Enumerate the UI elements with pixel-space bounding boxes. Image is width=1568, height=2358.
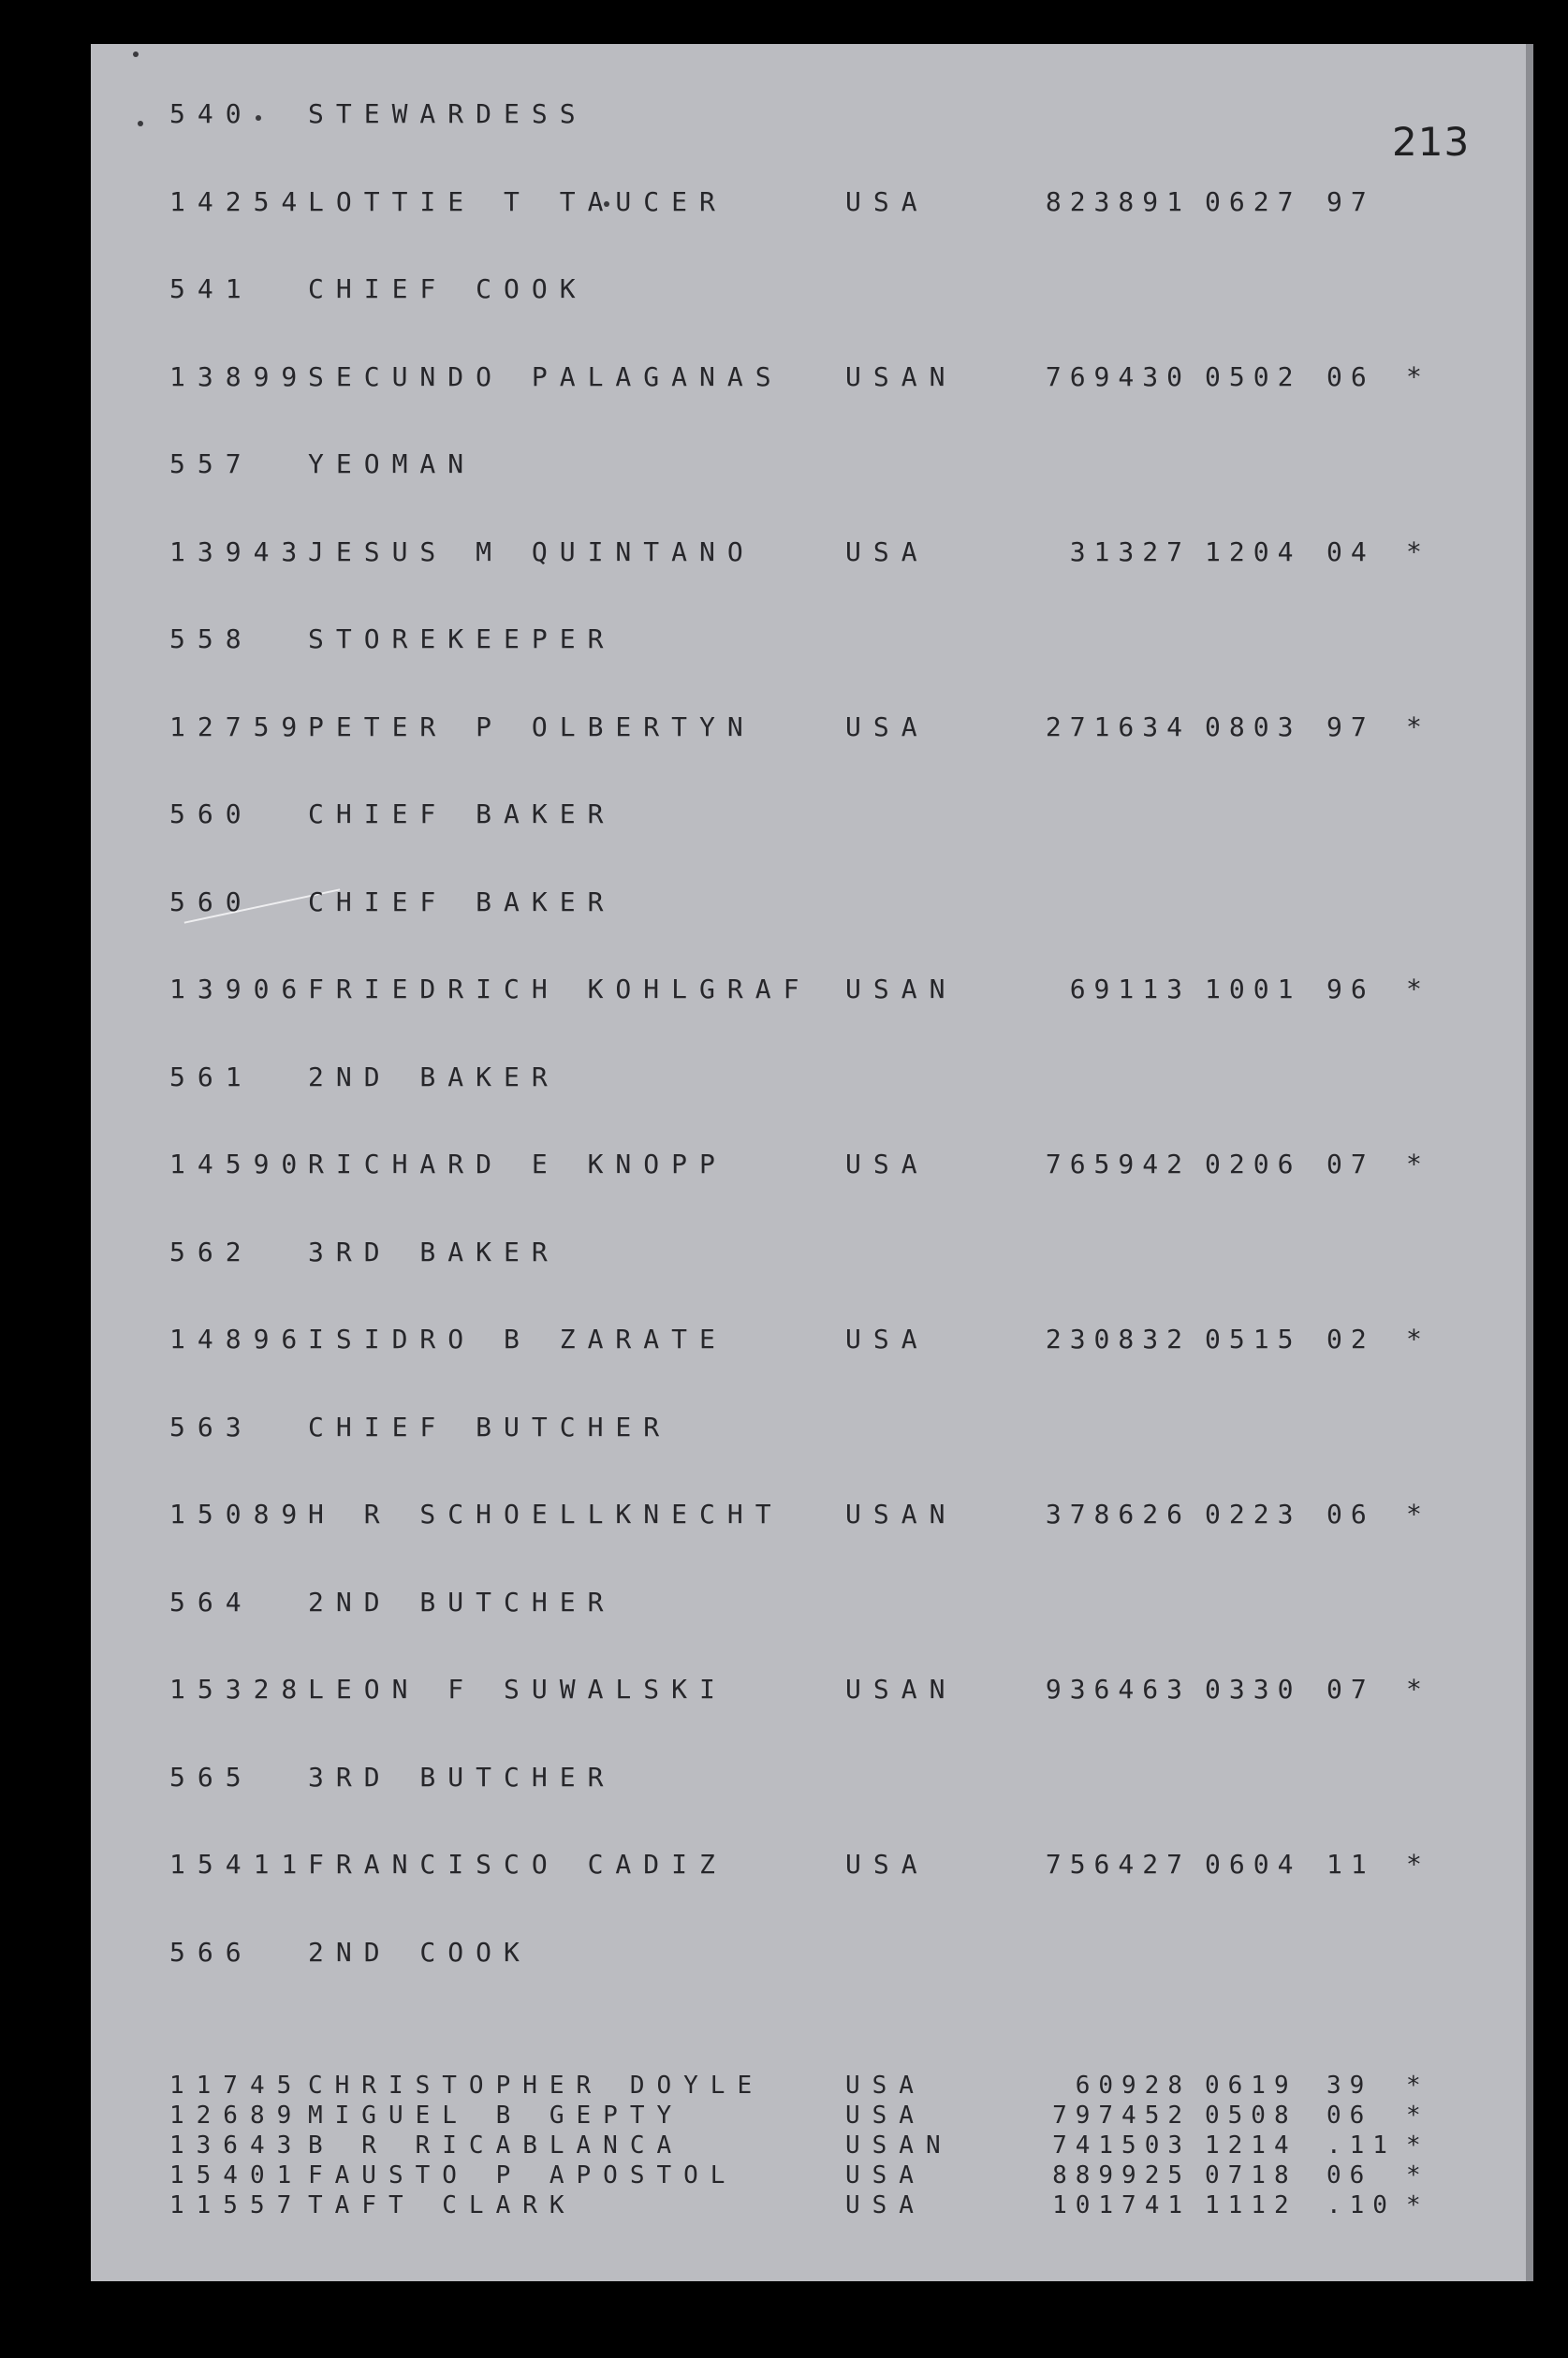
asterisk-mark: * [1406, 1324, 1434, 1355]
certificate-number: 60928 [1075, 2072, 1191, 2100]
date-code: 0206 [1205, 1149, 1302, 1179]
year-code: 06 [1326, 360, 1375, 392]
date-code: 0502 [1205, 360, 1302, 392]
crew-name: H R SCHOELLKNECHT [308, 1499, 784, 1530]
date-code: 0223 [1205, 1499, 1302, 1530]
rating-header-row [91, 98, 1526, 136]
book-number: 14896 [169, 1324, 310, 1355]
crew-name: FRIEDRICH KOHLGRAF [308, 974, 812, 1004]
date-code: 0803 [1205, 710, 1302, 742]
book-number: 13643 [169, 2131, 304, 2160]
crew-entry-row [91, 536, 1526, 574]
rating-code: 558 [169, 623, 254, 654]
rating-code: 540 [169, 98, 254, 129]
crew-entry-row [91, 1149, 1526, 1186]
rating-title: YEOMAN [308, 448, 476, 479]
year-code: .10 [1326, 2191, 1396, 2219]
date-code: 0508 [1205, 2102, 1297, 2130]
date-code: 0330 [1205, 1674, 1302, 1705]
rating-title: STEWARDESS [308, 98, 588, 129]
certificate-number: 378626 [1045, 1499, 1191, 1530]
rating-title: 3RD BAKER [308, 1236, 560, 1267]
rating-header-row [91, 798, 1526, 836]
certificate-number: 765942 [1045, 1149, 1191, 1179]
certificate-number: 823891 [1045, 185, 1191, 217]
book-number: 15328 [169, 1674, 310, 1705]
rating-title: CHIEF BAKER [308, 798, 616, 829]
rating-code: 560 [169, 886, 254, 917]
nationality: USAN [845, 360, 958, 392]
ink-speck [133, 51, 139, 57]
date-code: 0619 [1205, 2072, 1297, 2100]
certificate-number: 31327 [1069, 535, 1191, 567]
book-number: 11557 [169, 2191, 304, 2219]
asterisk-mark: * [1406, 710, 1434, 742]
crew-name: RICHARD E KNOPP [308, 1149, 727, 1179]
rating-code: 562 [169, 1236, 254, 1267]
year-code: 07 [1326, 1149, 1375, 1179]
crew-name: TAFT CLARK [308, 2191, 577, 2219]
crew-name: FAUSTO P APOSTOL [308, 2161, 738, 2190]
crew-name: CHRISTOPHER DOYLE [308, 2072, 765, 2100]
book-number: 13943 [169, 535, 310, 567]
rating-code: 560 [169, 798, 254, 829]
asterisk-mark: * [1406, 2131, 1433, 2160]
nationality: USA [845, 2072, 926, 2100]
asterisk-mark: * [1406, 2191, 1433, 2219]
rating-title: 2ND BUTCHER [308, 1586, 616, 1618]
year-code: 04 [1326, 535, 1375, 567]
year-code: 07 [1326, 1674, 1375, 1705]
rating-header-row [91, 448, 1526, 486]
certificate-number: 936463 [1045, 1674, 1191, 1705]
date-code: 1001 [1205, 974, 1302, 1004]
rating-code: 564 [169, 1586, 254, 1618]
year-code: 06 [1326, 2102, 1373, 2130]
book-number: 15401 [169, 2161, 304, 2190]
book-number: 14254 [169, 185, 310, 217]
date-code: 0718 [1205, 2161, 1297, 2190]
nationality: USA [845, 535, 930, 567]
rating-header-row [91, 1412, 1526, 1449]
year-code: .11 [1326, 2131, 1396, 2160]
certificate-number: 769430 [1045, 360, 1191, 392]
crew-name: JESUS M QUINTANO [308, 535, 755, 567]
rating-title: CHIEF COOK [308, 273, 588, 304]
nationality: USA [845, 185, 930, 217]
crew-entry-row [91, 1324, 1526, 1361]
crew-entry-row [91, 1849, 1526, 1886]
date-code: 1214 [1205, 2131, 1297, 2160]
asterisk-mark: * [1406, 2072, 1433, 2100]
year-code: 06 [1326, 2161, 1373, 2190]
crew-name: ISIDRO B ZARATE [308, 1324, 727, 1355]
asterisk-mark: * [1406, 1674, 1434, 1705]
rating-title: 3RD BUTCHER [308, 1761, 616, 1793]
rating-code: 541 [169, 273, 254, 304]
asterisk-mark: * [1406, 360, 1434, 392]
certificate-number: 230832 [1045, 1324, 1191, 1355]
asterisk-mark: * [1406, 1849, 1434, 1880]
rating-header-row [91, 1762, 1526, 1799]
date-code: 1204 [1205, 535, 1302, 567]
crew-name: PETER P OLBERTYN [308, 710, 755, 742]
book-number: 12689 [169, 2102, 304, 2130]
rating-title: CHIEF BUTCHER [308, 1411, 672, 1443]
crew-name: LOTTIE T TAUCER [308, 185, 727, 217]
asterisk-mark: * [1406, 535, 1434, 567]
asterisk-mark: * [1406, 974, 1434, 1004]
certificate-number: 797452 [1052, 2102, 1191, 2130]
crew-name: B R RICABLANCA [308, 2131, 684, 2160]
rating-header-row [91, 1937, 1526, 1974]
rating-header-row [91, 1062, 1526, 1099]
crew-entry-row [91, 186, 1526, 224]
certificate-number: 889925 [1052, 2161, 1191, 2190]
nationality: USAN [845, 2131, 953, 2160]
nationality: USAN [845, 1674, 958, 1705]
year-code: 97 [1326, 185, 1375, 217]
asterisk-mark: * [1406, 2102, 1433, 2130]
crew-entry-row [91, 711, 1526, 749]
book-number: 15411 [169, 1849, 310, 1880]
crew-entry-row [91, 1674, 1526, 1711]
nationality: USA [845, 2161, 926, 2190]
year-code: 97 [1326, 710, 1375, 742]
asterisk-mark: * [1406, 1499, 1434, 1530]
book-number: 11745 [169, 2072, 304, 2100]
book-number: 13906 [169, 974, 310, 1004]
date-code: 0627 [1205, 185, 1302, 217]
rating-title: STOREKEEPER [308, 623, 616, 654]
nationality: USA [845, 2191, 926, 2219]
date-code: 0604 [1205, 1849, 1302, 1880]
date-code: 1112 [1205, 2191, 1297, 2219]
rating-header-row [91, 273, 1526, 311]
rating-header-row [91, 886, 1526, 924]
crew-entry-row [91, 1499, 1526, 1536]
nationality: USA [845, 710, 930, 742]
nationality: USA [845, 1324, 930, 1355]
date-code: 0515 [1205, 1324, 1302, 1355]
year-code: 11 [1326, 1849, 1375, 1880]
nationality: USAN [845, 974, 958, 1004]
asterisk-mark: * [1406, 2161, 1433, 2190]
crew-entry-row [91, 361, 1526, 399]
crew-name: MIGUEL B GEPTY [308, 2102, 684, 2130]
certificate-number: 271634 [1045, 710, 1191, 742]
rating-title: CHIEF BAKER [308, 886, 616, 917]
rating-header-row [91, 1587, 1526, 1624]
year-code: 02 [1326, 1324, 1375, 1355]
asterisk-mark: * [1406, 1149, 1434, 1179]
document-page [91, 44, 1533, 2281]
book-number: 13899 [169, 360, 310, 392]
rating-header-row [91, 1237, 1526, 1274]
certificate-number: 69113 [1069, 974, 1191, 1004]
rating-title: 2ND COOK [308, 1936, 532, 1968]
certificate-number: 101741 [1052, 2191, 1191, 2219]
year-code: 06 [1326, 1499, 1375, 1530]
certificate-number: 741503 [1052, 2131, 1191, 2160]
nationality: USA [845, 2102, 926, 2130]
book-number: 14590 [169, 1149, 310, 1179]
crew-name: SECUNDO PALAGANAS [308, 360, 784, 392]
certificate-number: 756427 [1045, 1849, 1191, 1880]
year-code: 39 [1326, 2072, 1373, 2100]
rating-header-row [91, 623, 1526, 661]
nationality: USA [845, 1849, 930, 1880]
rating-code: 566 [169, 1936, 254, 1968]
crew-entry-row [91, 974, 1526, 1011]
nationality: USA [845, 1149, 930, 1179]
book-number: 12759 [169, 710, 310, 742]
book-number: 15089 [169, 1499, 310, 1530]
crew-name: LEON F SUWALSKI [308, 1674, 727, 1705]
rating-code: 565 [169, 1761, 254, 1793]
page-number: 213 [1392, 119, 1471, 165]
rating-code: 563 [169, 1411, 254, 1443]
crew-name: FRANCISCO CADIZ [308, 1849, 727, 1880]
nationality: USAN [845, 1499, 958, 1530]
rating-title: 2ND BAKER [308, 1061, 560, 1092]
year-code: 96 [1326, 974, 1375, 1004]
crew-entry-row [91, 2191, 1526, 2229]
rating-code: 561 [169, 1061, 254, 1092]
rating-code: 557 [169, 448, 254, 479]
